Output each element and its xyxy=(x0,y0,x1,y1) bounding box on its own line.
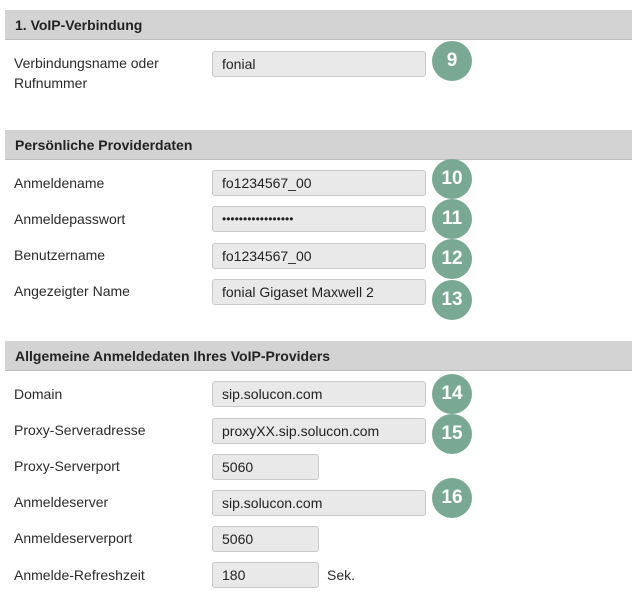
proxy-address-input[interactable]: proxyXX.sip.solucon.com xyxy=(212,418,426,444)
connection-name-label-line1: Verbindungsname oder xyxy=(14,55,159,71)
display-name-label: Angezeigter Name xyxy=(14,283,130,299)
section-header-voip-connection: 1. VoIP-Verbindung xyxy=(5,10,632,40)
login-password-input[interactable]: ••••••••••••••••• xyxy=(212,206,426,232)
callout-badge-15: 15 xyxy=(432,414,472,454)
registrar-port-label: Anmeldeserverport xyxy=(14,530,133,546)
username-label: Benutzername xyxy=(14,247,106,263)
callout-badge-11: 11 xyxy=(432,199,472,239)
proxy-address-label: Proxy-Serveradresse xyxy=(14,422,146,438)
callout-badge-13: 13 xyxy=(432,280,472,320)
registrar-port-input[interactable]: 5060 xyxy=(212,526,319,552)
refresh-time-input[interactable]: 180 xyxy=(212,562,319,588)
login-name-label: Anmeldename xyxy=(14,175,105,191)
callout-badge-12: 12 xyxy=(432,239,472,279)
callout-badge-9: 9 xyxy=(432,41,472,81)
callout-badge-14: 14 xyxy=(432,374,472,414)
domain-label: Domain xyxy=(14,386,63,402)
username-input[interactable]: fo1234567_00 xyxy=(212,243,426,269)
section-header-personal-provider-data: Persönliche Providerdaten xyxy=(5,130,632,160)
callout-badge-16: 16 xyxy=(432,478,472,518)
registrar-label: Anmeldeserver xyxy=(14,494,109,510)
domain-input[interactable]: sip.solucon.com xyxy=(212,381,426,407)
login-name-input[interactable]: fo1234567_00 xyxy=(212,170,426,196)
proxy-port-label: Proxy-Serverport xyxy=(14,458,120,474)
callout-badge-10: 10 xyxy=(432,159,472,199)
proxy-port-input[interactable]: 5060 xyxy=(212,454,319,480)
refresh-time-unit: Sek. xyxy=(327,567,356,583)
section-header-general-login-data: Allgemeine Anmeldedaten Ihres VoIP-Providers xyxy=(5,341,632,371)
display-name-input[interactable]: fonial Gigaset Maxwell 2 xyxy=(212,279,426,305)
login-password-label: Anmeldepasswort xyxy=(14,211,126,227)
registrar-input[interactable]: sip.solucon.com xyxy=(212,490,426,516)
connection-name-input[interactable]: fonial xyxy=(212,51,426,77)
connection-name-label-line2: Rufnummer xyxy=(14,75,88,91)
refresh-time-label: Anmelde-Refreshzeit xyxy=(14,567,145,583)
